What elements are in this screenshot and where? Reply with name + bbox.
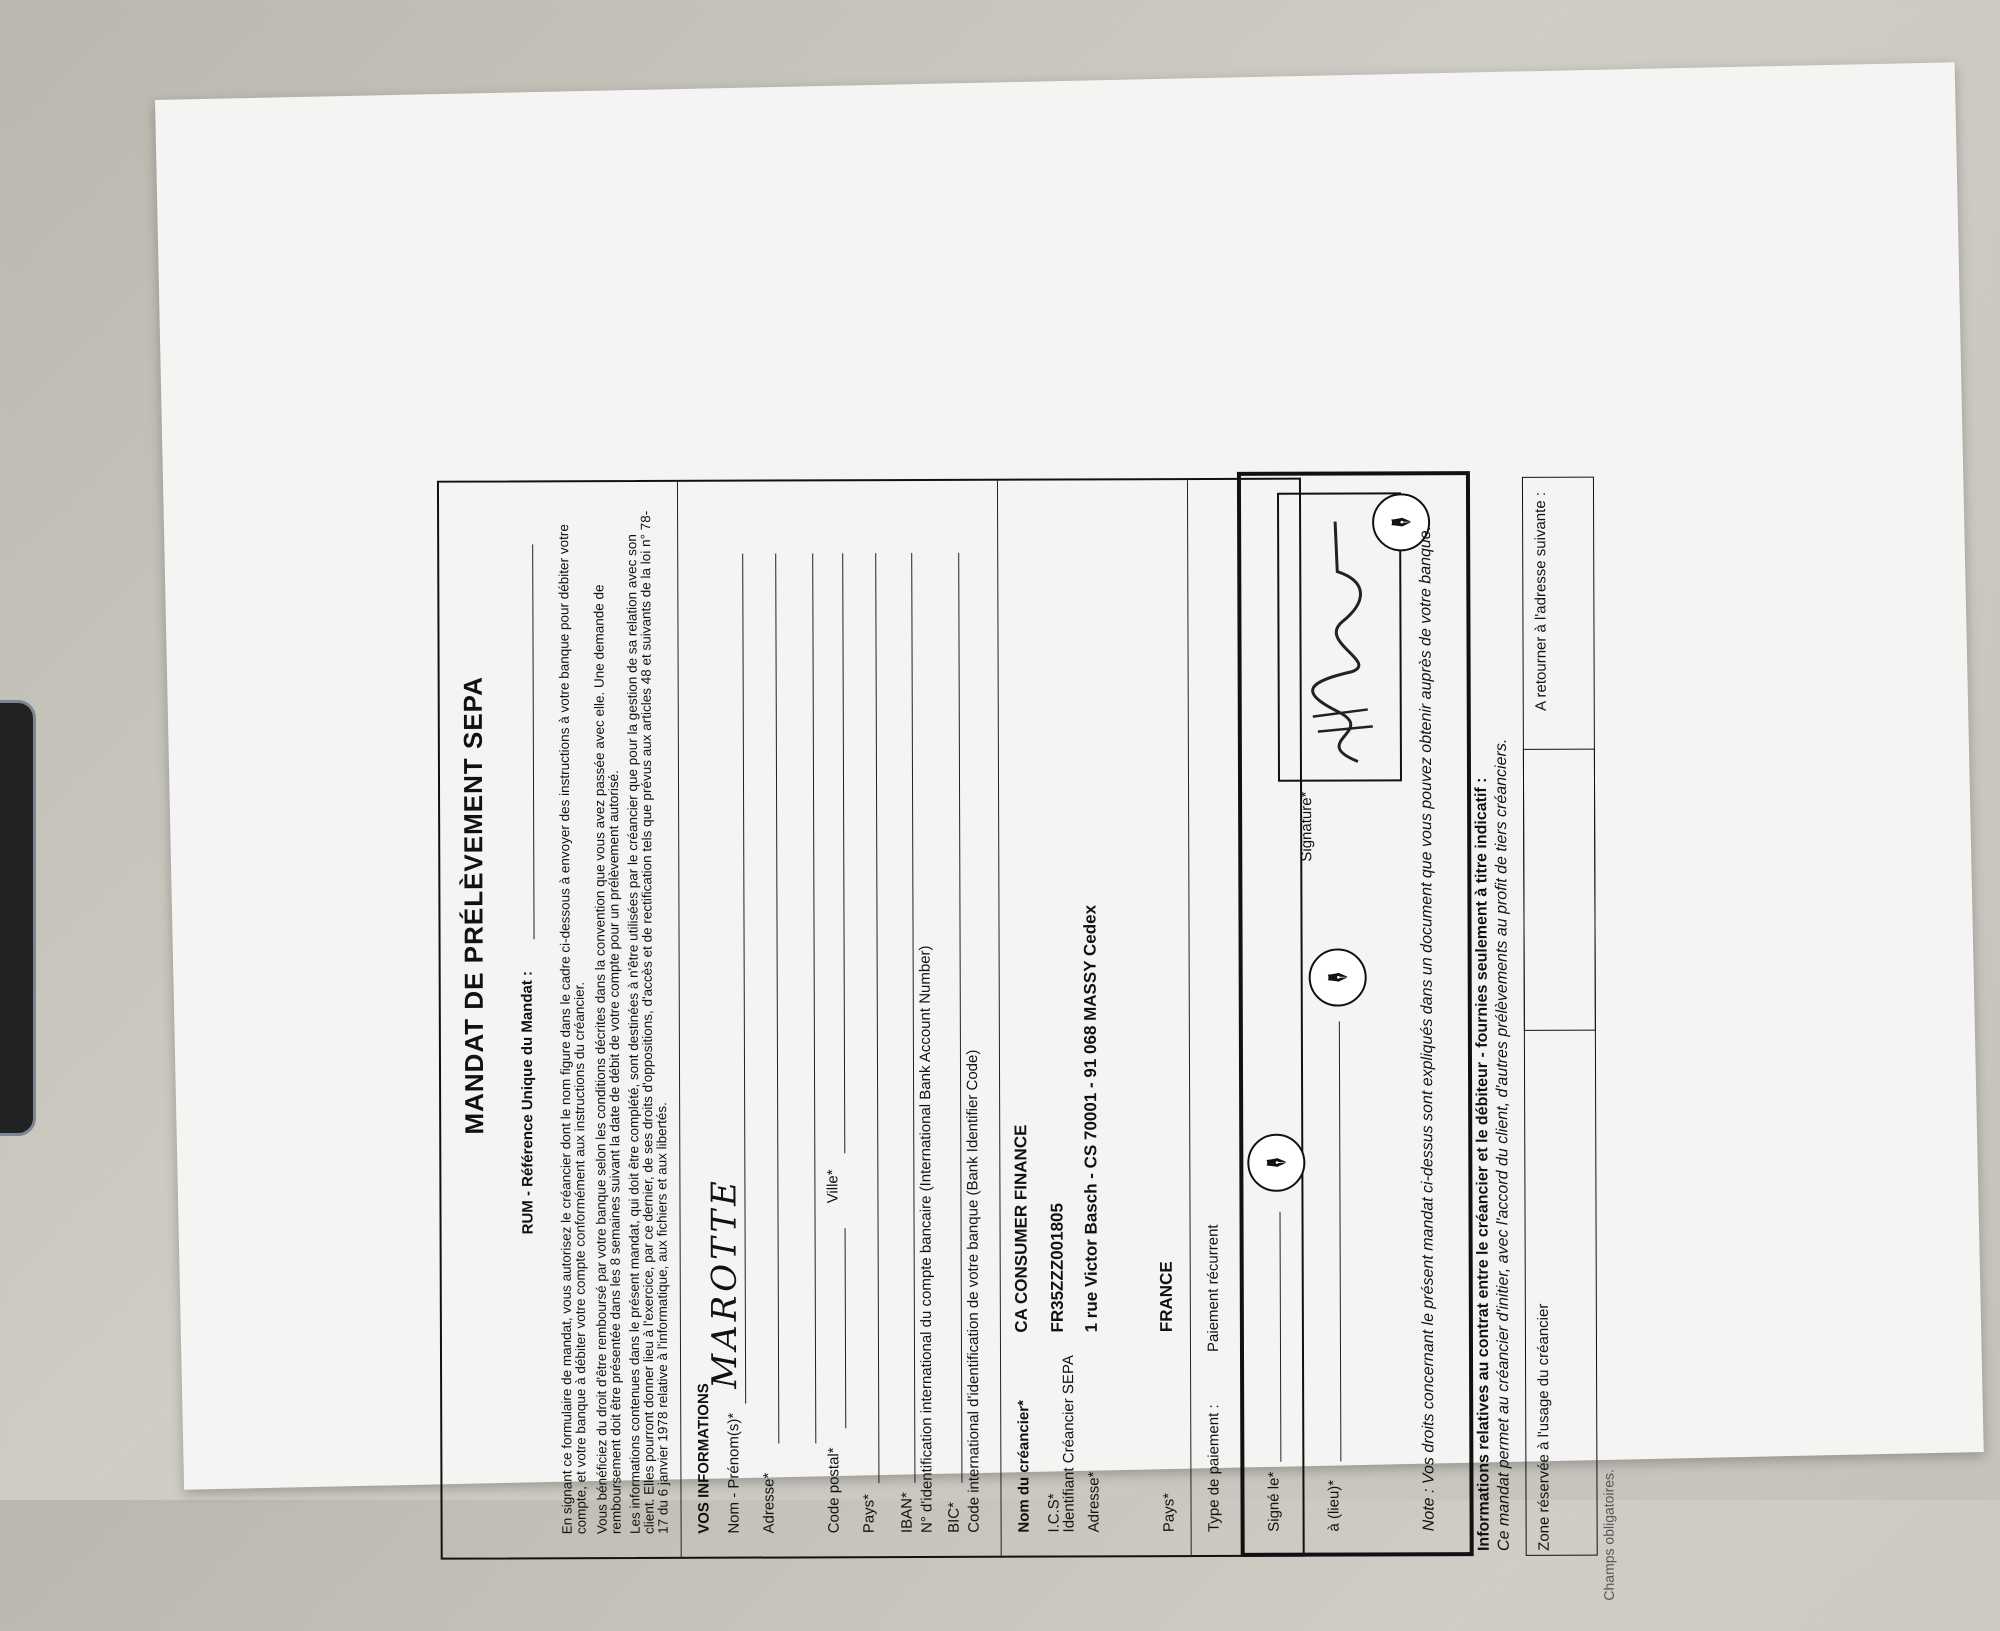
iban-desc: N° d'identification international du compte bancaire (International Bank Account Number): [916, 945, 936, 1534]
creancier-label: Nom du créancier*: [1015, 1400, 1033, 1533]
pen-icon: ✒: [1247, 1133, 1306, 1192]
rum-label: RUM - Référence Unique du Mandat :: [518, 970, 537, 1235]
phone-edge: [0, 700, 36, 1136]
cred-adresse-value: 1 rue Victor Basch - CS 70001 - 91 068 MASSY Cedex: [1080, 904, 1101, 1333]
paper-sheet: [155, 62, 1984, 1601]
nom-label: Nom - Prénom(s)*: [725, 1412, 743, 1534]
adresse-label: Adresse*: [760, 1472, 778, 1534]
retourner-label: A retourner à l'adresse suivante :: [1531, 491, 1550, 711]
cred-adresse-label: Adresse*: [1085, 1471, 1103, 1533]
ville-label: Ville*: [824, 1169, 842, 1204]
pen-icon: ✒: [1308, 948, 1367, 1007]
section-vos-informations: VOS INFORMATIONS: [695, 1383, 713, 1534]
ics-desc: Identifiant Créancier SEPA: [1060, 1355, 1078, 1533]
info-text: Ce mandat permet au créancier d'initier, avec l'accord du client, d'autres prélèvements au profit de tiers créanciers.: [1492, 738, 1513, 1552]
a-lieu-label: à (lieu)*: [1325, 1479, 1343, 1532]
signe-le-label: Signé le*: [1265, 1471, 1283, 1532]
cred-pays-label: Pays*: [1160, 1492, 1178, 1533]
iban-label: IBAN*: [898, 1492, 916, 1534]
note-text: Note : Vos droits concernant le présent mandat ci-dessus sont expliqués dans un document que vous pouvez obtenir auprès de votre banque.: [1417, 525, 1438, 1532]
sepa-mandate-form: [416, 161, 1617, 1601]
signature-label: Signature*: [1298, 791, 1316, 862]
pen-icon: ✒: [1372, 493, 1431, 552]
zone-reservee-label: Zone réservée à l'usage du créancier: [1534, 1303, 1553, 1551]
ics-value: FR35ZZZ001805: [1047, 1203, 1067, 1333]
intro-paragraph-1: En signant ce formulaire de mandat, vous autorisez le créancier dont le nom figure dans le cadre ci-dessous à envoyer des instructions à votre banque pour débiter votre compte, et votre banque à débiter votre compte conformément aux instructions du créancier.: [556, 524, 589, 1535]
bic-desc: Code international d'identification de votre banque (Bank Identifier Code): [963, 1049, 983, 1533]
cred-pays-value: FRANCE: [1156, 1261, 1176, 1333]
bic-label: BIC*: [945, 1502, 963, 1533]
ics-label: I.C.S*: [1045, 1493, 1063, 1533]
pays-label: Pays*: [860, 1493, 878, 1534]
handwritten-signature: [1297, 511, 1388, 771]
code-postal-label: Code postal*: [825, 1447, 843, 1534]
creditor-zone-box: [1523, 749, 1596, 1031]
nom-value[interactable]: MAROTTE: [704, 1176, 746, 1389]
intro-paragraph-2: Vous bénéficiez du droit d'être remboursé par votre banque selon les conditions décrites dans la convention que vous avez passée avec elle. Une demande de remboursement doit être présentée dans les 8 semaines suivant la date de débit de votre compte pour un prélèvement autorisé.: [591, 584, 624, 1535]
creancier-value: CA CONSUMER FINANCE: [1011, 1124, 1031, 1333]
info-title: Informations relatives au contrat entre le créancier et le débiteur - fournies seulement à titre indicatif :: [1472, 777, 1493, 1552]
type-paiement-label: Type de paiement :: [1205, 1404, 1223, 1533]
form-title: MANDAT DE PRÉLÈVEMENT SEPA: [457, 676, 490, 1135]
intro-paragraph-3: Les informations contenues dans le présent mandat, qui doit être complété, sont destinées à n'être utilisées par le créancier que pour la gestion de sa relation avec son client. Elles pourront donner lieu à l'exercice, par ce dernier, de ses droits d'oppositions, d'accès et de rectification tels que prévus aux articles 48 et suivants de la loi n° 78-17 du 6 janvier 1978 relative à l'informatique, aux fichiers et aux libertés.: [624, 510, 671, 1535]
champs-obligatoires: Champs obligatoires.: [1600, 1469, 1617, 1601]
type-paiement-value: Paiement récurrent: [1204, 1224, 1222, 1353]
